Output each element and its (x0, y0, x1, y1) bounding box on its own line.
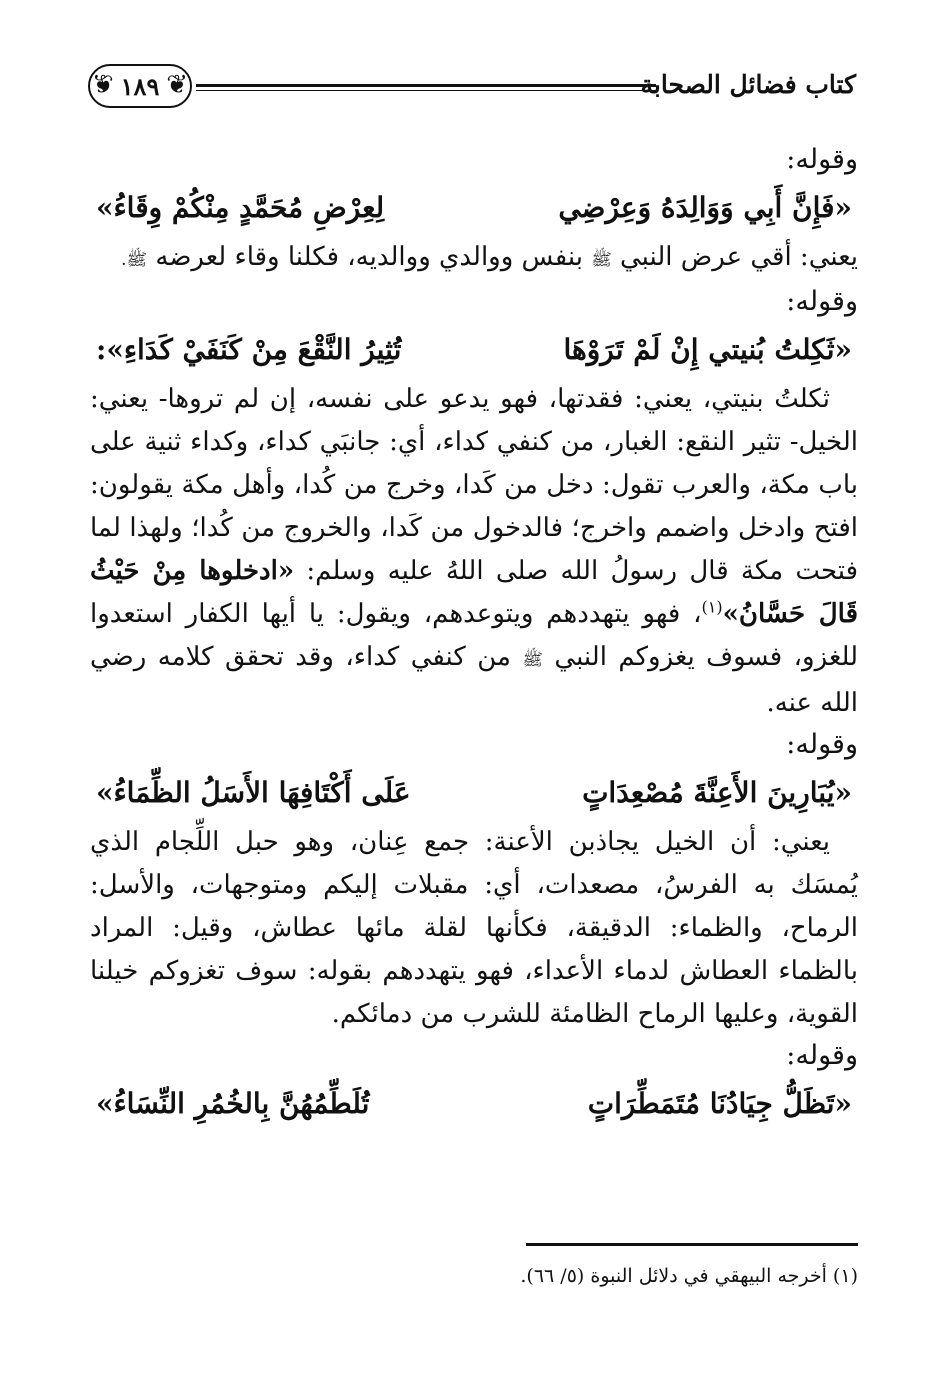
verse-hemistich-second: تُثِيرُ النَّقْعَ مِنْ كَنَفَيْ كَدَاءِ»: (96, 333, 402, 366)
salutation-glyph: ﷺ (591, 250, 612, 270)
header-rule (196, 84, 656, 91)
commentary-text: ثكلتُ بنيتي، يعني: فقدتها، فهو يدعو على نفسه، إن لم تروها- يعني: الخيل- تثير النقع: الغبار، من كنفي كداء، أي: جانبَي كداء، وكداء ثنية على باب مكة، والعرب تقول: دخل من كَدا، وخرج من كُدا، وأهل مكة يقولون: افتح وادخل واضمم واخرج؛ فالدخول من كَدا، والخروج من كُدا؛ ولهذا لما فتحت مكة قال رسولُ الله صلى اللهُ عليه وسلم: (90, 384, 858, 586)
verse-hemistich-first: «تَظَلُّ جِيَادُنَا مُتَمَطِّرَاتٍ (587, 1087, 852, 1120)
verse-hemistich-second: عَلَى أَكْتَافِهَا الأَسَلُ الظِّمَاءُ» (96, 776, 411, 809)
commentary-text: يعني: أقي عرض النبي (620, 242, 858, 272)
footnote-reference: (١) (701, 597, 723, 617)
main-text (90, 140, 858, 1132)
verse-hemistich-second: تُلَطِّمُهُنَّ بِالخُمُرِ النِّسَاءُ» (96, 1087, 370, 1120)
commentary-text: ، فهو يتهددهم ويتوعدهم، ويقول: يا أيها الكفار استعدوا للغزو، فسوف يغزوكم النبي (90, 599, 859, 672)
poem-verse (90, 765, 858, 821)
page-number-ornament (88, 64, 192, 108)
salutation-glyph: ﷺ (522, 650, 543, 670)
commentary-text: من كنفي كداء، وقد تحقق كلامه رضي الله عنه. (90, 642, 858, 718)
verse-hemistich-first: «يُبَارِينَ الأَعِنَّةَ مُصْعِدَاتٍ (582, 776, 852, 809)
qawluhu-label: وقوله: (786, 144, 858, 175)
footnote: (١) أخرجه البيهقي في دلائل النبوة (٥/ ٦٦). (520, 1265, 858, 1287)
page-number: ❦ ١٨٩ (120, 72, 160, 101)
book-title: كتاب فضائل الصحابة (640, 70, 856, 99)
verse-hemistich-second: لِعِرْضِ مُحَمَّدٍ مِنْكُمْ وِقَاءُ» (96, 191, 385, 224)
qawluhu-label: وقوله: (786, 1040, 858, 1071)
commentary-paragraph (90, 236, 858, 282)
hadith-quote: «ادخلوها مِنْ حَيْثُ قَالَ حَسَّانُ» (90, 556, 859, 629)
poem-verse (90, 180, 858, 236)
commentary-paragraph (90, 378, 858, 725)
commentary-paragraph: يعني: أن الخيل يجاذبن الأعنة: جمع عِنان، وهو حبل اللِّجام الذي يُمسَك به الفرسُ، مصعدات، أي: مقبلات إليكم ومتوجهات، والأسل: الرماح، والظماء: الدقيقة، فكأنها لقلة مائها عطاش، وقيل: المراد بالظماء العطاش لدماء الأعداء، فهو يتهددهم بقوله: سوف تغزوكم خيلنا القوية، وعليها الرماح الظامئة للشرب من دمائكم. (90, 827, 858, 1029)
qawluhu-label: وقوله: (786, 286, 858, 317)
salutation-glyph: ﷺ. (121, 250, 148, 270)
poem-verse (90, 322, 858, 378)
commentary-text: بنفس ووالدي ووالديه، فكلنا وقاء لعرضه (155, 242, 583, 272)
verse-hemistich-first: «ثَكِلتُ بُنيتي إِنْ لَمْ تَرَوْهَا (563, 333, 852, 366)
poem-verse (90, 1076, 858, 1132)
qawluhu-label: وقوله: (786, 729, 858, 760)
page-header (88, 62, 856, 112)
footnote-separator (526, 1243, 858, 1246)
verse-hemistich-first: «فَإِنَّ أَبِي وَوَالِدَهُ وَعِرْضِي (558, 191, 852, 224)
